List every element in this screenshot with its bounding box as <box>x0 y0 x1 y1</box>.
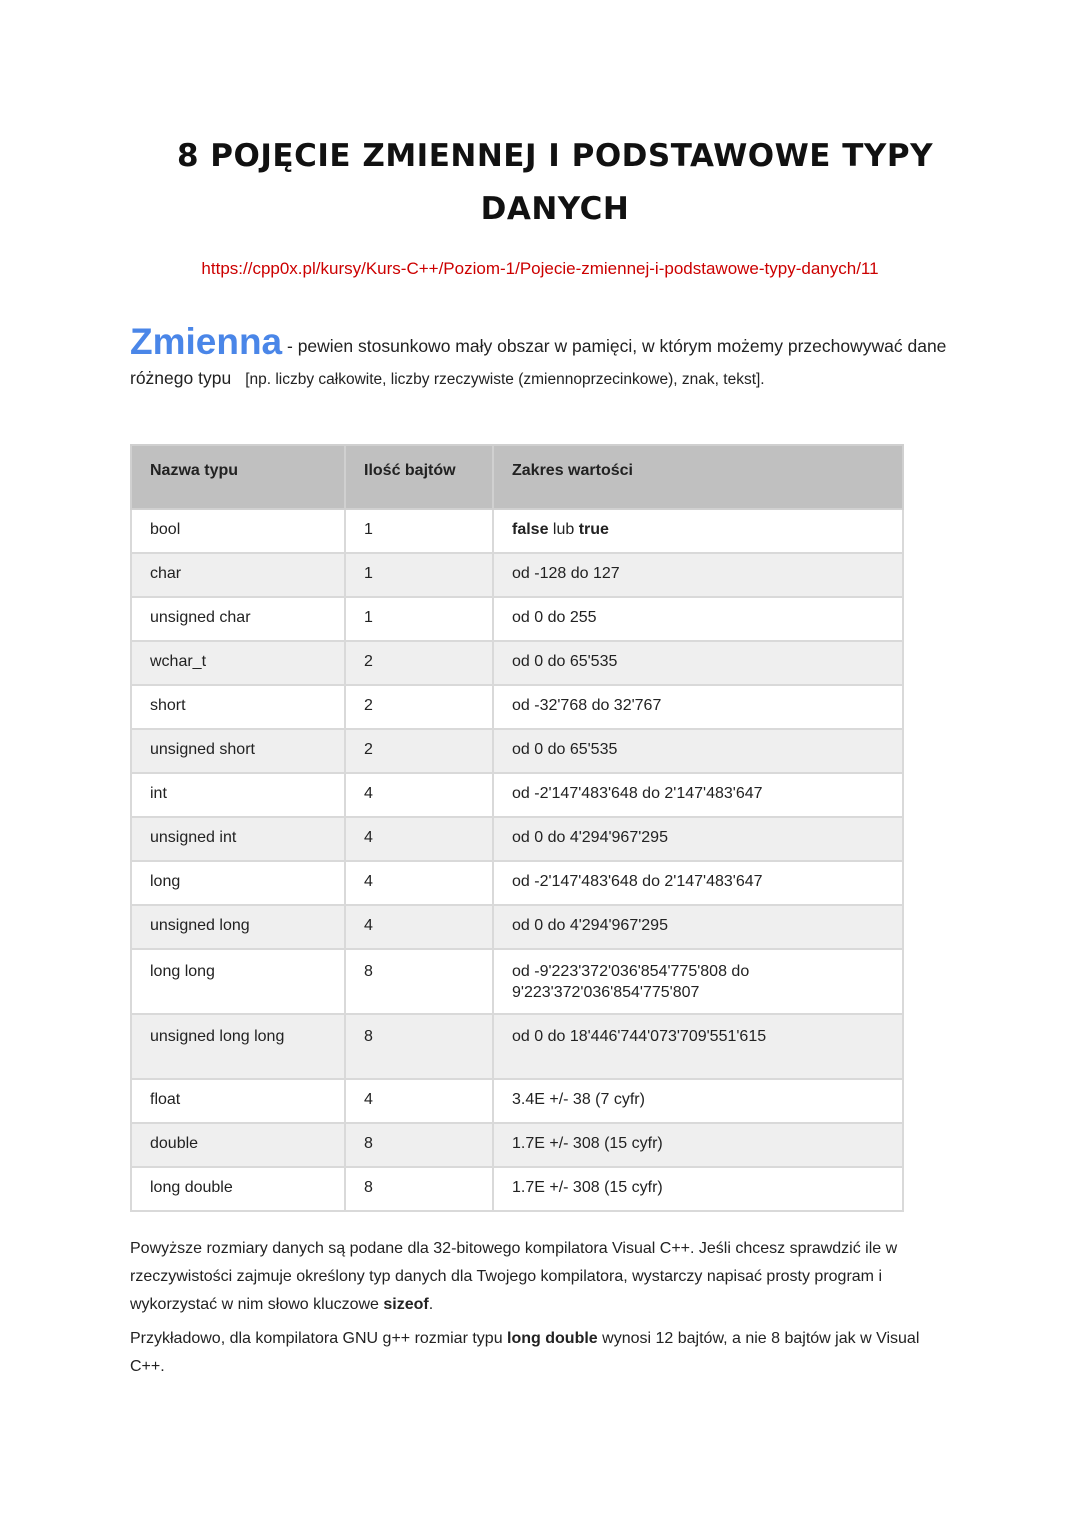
table-row <box>131 817 903 861</box>
cell-bytes: 1 <box>345 509 493 553</box>
cell-range: od -9'223'372'036'854'775'808 do 9'223'372'036'854'775'807 <box>493 949 903 1014</box>
definition-note: [np. liczby całkowite, liczby rzeczywiste (zmiennoprzecinkowe), znak, tekst]. <box>245 371 765 388</box>
footer-text: Powyższe rozmiary danych są podane dla 32-bitowego kompilatora Visual C++. Jeśli chcesz sprawdzić ile w rzeczywistości zajmuje określony typ danych dla Twojego kompilatora, wystarczy napisać prosty program i wykorzystać w nim słowo kluczowe <box>130 1240 898 1313</box>
table-row <box>131 553 903 597</box>
cell-bytes: 2 <box>345 729 493 773</box>
cell-type-name: long double <box>131 1167 345 1211</box>
cell-type-name: long long <box>131 949 345 1014</box>
table-row <box>131 861 903 905</box>
cell-type-name: double <box>131 1123 345 1167</box>
footer-notes <box>130 1235 950 1387</box>
footer-paragraph-1 <box>130 1235 950 1319</box>
cell-bytes: 8 <box>345 1167 493 1211</box>
cell-bytes: 1 <box>345 553 493 597</box>
cell-type-name: char <box>131 553 345 597</box>
cell-bytes: 1 <box>345 597 493 641</box>
table-row <box>131 597 903 641</box>
header-range: Zakres wartości <box>493 445 903 509</box>
table-row <box>131 773 903 817</box>
cell-type-name: bool <box>131 509 345 553</box>
table-row <box>131 729 903 773</box>
table-row <box>131 949 903 1014</box>
cell-bytes: 4 <box>345 773 493 817</box>
cell-type-name: unsigned char <box>131 597 345 641</box>
source-link[interactable]: https://cpp0x.pl/kursy/Kurs-C++/Poziom-1/Pojecie-zmiennej-i-podstawowe-typy-danych/11 <box>201 259 879 278</box>
table-row <box>131 685 903 729</box>
cell-bytes: 4 <box>345 861 493 905</box>
definition-text: - pewien stosunkowo mały obszar w pamięci, w którym możemy przechowywać dane różnego typu <box>130 336 947 388</box>
data-types-table <box>130 444 904 1212</box>
table-row <box>131 641 903 685</box>
cell-range: od -128 do 127 <box>493 553 903 597</box>
cell-bytes: 8 <box>345 1014 493 1079</box>
header-bytes: Ilość bajtów <box>345 445 493 509</box>
cell-range: 3.4E +/- 38 (7 cyfr) <box>493 1079 903 1123</box>
footer-text: wynosi 12 bajtów, a nie 8 bajtów jak w Visual C++. <box>130 1330 920 1375</box>
table-row <box>131 509 903 553</box>
cell-bytes: 4 <box>345 1079 493 1123</box>
table-row <box>131 1079 903 1123</box>
cell-range: 1.7E +/- 308 (15 cyfr) <box>493 1167 903 1211</box>
cell-bytes: 2 <box>345 641 493 685</box>
header-type-name: Nazwa typu <box>131 445 345 509</box>
table-row <box>131 905 903 949</box>
cell-range: od 0 do 18'446'744'073'709'551'615 <box>493 1014 903 1079</box>
cell-type-name: unsigned int <box>131 817 345 861</box>
cell-bytes: 8 <box>345 1123 493 1167</box>
table-row <box>131 1123 903 1167</box>
cell-bytes: 4 <box>345 817 493 861</box>
cell-range: od -2'147'483'648 do 2'147'483'647 <box>493 773 903 817</box>
sizeof-keyword: sizeof <box>383 1296 429 1313</box>
table-row <box>131 1167 903 1211</box>
cell-range: 1.7E +/- 308 (15 cyfr) <box>493 1123 903 1167</box>
cell-range: od 0 do 255 <box>493 597 903 641</box>
cell-bytes: 8 <box>345 949 493 1014</box>
footer-text: . <box>428 1296 434 1313</box>
table-header-row <box>131 445 903 509</box>
cell-range: od 0 do 4'294'967'295 <box>493 905 903 949</box>
cell-range: od 0 do 65'535 <box>493 729 903 773</box>
cell-bytes: 2 <box>345 685 493 729</box>
definition-term: Zmienna <box>130 321 283 362</box>
cell-range: od -2'147'483'648 do 2'147'483'647 <box>493 861 903 905</box>
false-keyword: false <box>512 521 549 538</box>
cell-range <box>493 509 903 553</box>
cell-range: od 0 do 4'294'967'295 <box>493 817 903 861</box>
cell-range: od -32'768 do 32'767 <box>493 685 903 729</box>
cell-range: od 0 do 65'535 <box>493 641 903 685</box>
definition-paragraph <box>130 321 960 396</box>
cell-type-name: wchar_t <box>131 641 345 685</box>
footer-text: Przykładowo, dla kompilatora GNU g++ rozmiar typu <box>130 1330 508 1347</box>
cell-type-name: long <box>131 861 345 905</box>
cell-type-name: unsigned long <box>131 905 345 949</box>
or-text: lub <box>548 521 579 538</box>
table-row <box>131 1014 903 1079</box>
cell-type-name: unsigned long long <box>131 1014 345 1079</box>
cell-bytes: 4 <box>345 905 493 949</box>
cell-type-name: int <box>131 773 345 817</box>
cell-type-name: unsigned short <box>131 729 345 773</box>
cell-type-name: short <box>131 685 345 729</box>
page-title: 8 POJĘCIE ZMIENNEJ I PODSTAWOWE TYPY DANYCH <box>176 138 934 227</box>
true-keyword: true <box>578 521 609 538</box>
long-double-keyword: long double <box>507 1330 598 1347</box>
footer-paragraph-2 <box>130 1325 950 1381</box>
cell-type-name: float <box>131 1079 345 1123</box>
